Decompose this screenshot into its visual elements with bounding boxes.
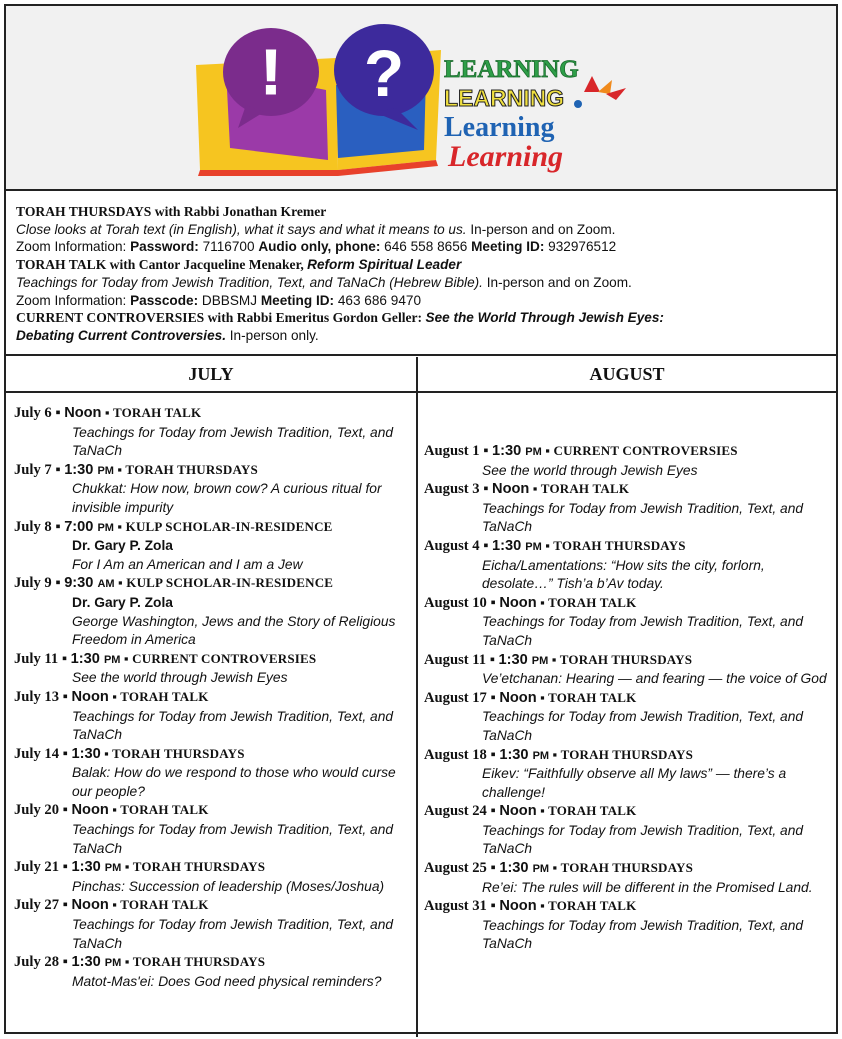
event-description: Teachings for Today from Jewish Tradition, Text, and TaNaCh (482, 917, 804, 952)
event-date: August 3 ▪ (424, 481, 493, 498)
august-header: AUGUST (589, 364, 665, 384)
event-time-value: Noon (499, 689, 537, 706)
event-date: July 7 ▪ (14, 461, 65, 478)
torah-thursdays-format: In-person and on Zoom. (466, 221, 616, 237)
logo-banner (6, 6, 836, 191)
event-date: July 8 ▪ (14, 518, 65, 535)
july-event (14, 745, 412, 802)
event-heading (14, 896, 412, 916)
event-date: August 11 ▪ (424, 651, 499, 668)
event-time-value: 1:30 (71, 954, 105, 971)
august-event (424, 537, 830, 594)
meeting-id-value-2: 463 686 9470 (334, 292, 422, 308)
event-type: ▪ TORAH THURSDAYS (548, 651, 693, 667)
event-heading (424, 689, 830, 709)
lotus-petal-2 (598, 80, 612, 94)
event-heading (424, 746, 830, 766)
event-heading (14, 745, 412, 765)
event-type: ▪ TORAH TALK (108, 897, 209, 913)
calendar-frame (4, 4, 838, 1034)
event-type: ▪ TORAH THURSDAYS (541, 537, 686, 553)
logo-word-3: Learning (444, 112, 555, 143)
intro-line-8 (16, 327, 826, 345)
august-event (424, 480, 830, 537)
august-event (424, 651, 830, 689)
august-event (424, 442, 830, 480)
event-description: Teachings for Today from Jewish Tradition, Text, and TaNaCh (72, 424, 394, 459)
event-description: Matot-Mas'ei: Does God need physical reminders? (72, 973, 382, 989)
july-event (14, 650, 412, 688)
event-time (71, 859, 121, 875)
event-time-value: 1:30 (499, 746, 533, 763)
torah-talk-heading: TORAH TALK with Cantor Jacqueline Menaker, (16, 257, 308, 273)
event-time-suffix: PM (104, 957, 122, 970)
audio-phone-label: Audio only, phone: (258, 239, 381, 255)
event-time-value: 7:00 (64, 518, 98, 535)
event-description: Eicha/Lamentations: “How sits the city, forlorn, desolate…” Tish’a b’Av today. (482, 557, 765, 592)
passcode-value: DBBSMJ (198, 292, 261, 308)
event-time-suffix: PM (97, 464, 114, 477)
event-speaker: Dr. Gary P. Zola (72, 538, 173, 554)
event-type: ▪ TORAH THURSDAYS (113, 461, 258, 477)
event-description: For I Am an American and I am a Jew (72, 556, 303, 572)
program-intro (6, 191, 836, 356)
question-mark-icon: ? (363, 36, 405, 110)
event-type: ▪ CURRENT CONTROVERSIES (541, 443, 738, 458)
event-time (499, 747, 549, 763)
torah-talk-role: Reform Spiritual Leader (307, 257, 462, 273)
learning-logo (186, 20, 656, 178)
password-value: 7116700 (198, 239, 259, 255)
event-time-suffix: PM (104, 862, 122, 875)
torah-talk-description: Teachings for Today from Jewish Tradition, Text, and TaNaCh (Hebrew Bible). (16, 274, 483, 290)
event-description: Ve’etchanan: Hearing — and fearing — the voice of God (482, 671, 827, 687)
event-type: ▪ TORAH TALK (536, 898, 637, 914)
event-heading (424, 859, 830, 879)
july-event (14, 518, 412, 575)
event-time-value: 1:30 (492, 443, 526, 459)
event-time (71, 689, 108, 705)
event-description: See the world through Jewish Eyes (72, 670, 288, 686)
july-event (14, 953, 412, 991)
event-time (64, 519, 114, 535)
event-time-value: 9:30 (64, 575, 98, 592)
event-time-suffix: AM (97, 578, 115, 591)
event-description: Chukkat: How now, brown cow? A curious ritual for invisible impurity (72, 481, 382, 515)
intro-line-6 (16, 292, 826, 310)
meeting-id-label-2: Meeting ID: (260, 292, 335, 308)
zoom-info-label: Zoom Information: (16, 239, 131, 255)
event-heading (424, 651, 830, 671)
event-description: George Washington, Jews and the Story of Religious Freedom in America (72, 613, 396, 648)
event-type: ▪ TORAH TALK (108, 802, 209, 818)
event-time-value: 1:30 (499, 860, 533, 877)
august-event (424, 594, 830, 651)
event-time-value: 1:30 (71, 745, 101, 762)
event-date: August 31 ▪ (424, 898, 500, 915)
july-event (14, 858, 412, 896)
event-time-value: Noon (71, 802, 109, 819)
meeting-id-label: Meeting ID: (471, 239, 545, 255)
event-description: Teachings for Today from Jewish Tradition, Text, and TaNaCh (482, 822, 804, 857)
event-time (71, 651, 121, 667)
current-controversies-subtitle: See the World Through Jewish Eyes: (425, 310, 664, 326)
event-time (492, 481, 529, 497)
event-description: Balak: How do we respond to those who would curse our people? (72, 765, 396, 799)
event-description: Pinchas: Succession of leadership (Moses/Joshua) (72, 878, 385, 894)
event-date: July 6 ▪ (14, 405, 65, 421)
july-event (14, 896, 412, 953)
event-date: August 18 ▪ (424, 746, 500, 763)
current-controversies-format: In-person only. (226, 327, 319, 343)
event-time (499, 652, 549, 668)
exclamation-icon: ! (260, 36, 282, 108)
event-time-value: Noon (499, 594, 537, 611)
july-header: JULY (188, 364, 234, 384)
event-time-suffix: PM (532, 749, 550, 762)
event-time-value: Noon (71, 688, 109, 705)
event-type: ▪ TORAH THURSDAYS (549, 860, 694, 876)
event-description: Teachings for Today from Jewish Tradition, Text, and TaNaCh (482, 614, 804, 648)
event-type: ▪ KULP SCHOLAR-IN-RESIDENCE (114, 575, 334, 591)
july-events (14, 404, 412, 991)
august-event (424, 746, 830, 803)
intro-line-4 (16, 256, 826, 274)
event-type: ▪ TORAH THURSDAYS (100, 745, 245, 761)
event-description: Re’ei: The rules will be different in the Promised Land. (482, 879, 813, 895)
event-heading (424, 537, 830, 557)
event-date: August 4 ▪ (424, 537, 493, 554)
lotus-petal-1 (584, 76, 600, 92)
event-time (499, 860, 549, 876)
event-date: July 13 ▪ (14, 688, 72, 705)
event-type: ▪ TORAH THURSDAYS (121, 954, 266, 970)
event-date: July 20 ▪ (14, 802, 72, 819)
event-type: ▪ TORAH TALK (108, 688, 209, 704)
event-date: August 17 ▪ (424, 689, 500, 706)
event-type: ▪ TORAH TALK (529, 481, 630, 497)
event-date: July 28 ▪ (14, 954, 72, 971)
event-time (492, 443, 542, 459)
event-time-value: 1:30 (64, 461, 98, 478)
event-type: ▪ TORAH THURSDAYS (549, 746, 694, 762)
event-type: ▪ CURRENT CONTROVERSIES (120, 650, 317, 666)
event-time (71, 802, 108, 818)
event-heading (424, 897, 830, 917)
event-date: July 27 ▪ (14, 897, 72, 914)
event-heading (424, 442, 830, 462)
event-time-suffix: PM (532, 863, 550, 876)
event-time (64, 405, 101, 421)
august-event (424, 802, 830, 859)
event-type: ▪ TORAH TALK (536, 803, 637, 819)
event-type: ▪ TORAH TALK (536, 689, 637, 705)
event-time (499, 803, 536, 819)
august-event (424, 859, 830, 897)
event-time-value: 1:30 (71, 859, 105, 876)
event-heading (14, 953, 412, 973)
current-controversies-heading: CURRENT CONTROVERSIES with Rabbi Emeritus Gordon Geller: (16, 310, 426, 326)
event-date: August 25 ▪ (424, 860, 500, 877)
event-time-suffix: PM (525, 540, 542, 553)
event-date: July 9 ▪ (14, 575, 65, 592)
zoom-info-label-2: Zoom Information: (16, 292, 131, 308)
event-time-value: Noon (499, 898, 537, 915)
event-time-value: 1:30 (492, 537, 526, 554)
intro-line-5 (16, 274, 826, 292)
logo-word-1: LEARNING (444, 56, 579, 83)
event-description: Teachings for Today from Jewish Tradition, Text, and TaNaCh (72, 917, 394, 951)
event-description: Eikev: “Faithfully observe all My laws” — there’s a challenge! (482, 766, 787, 800)
event-heading (14, 574, 412, 594)
august-event (424, 689, 830, 746)
event-heading (424, 802, 830, 822)
logo-word-2: LEARNING (444, 85, 565, 111)
event-heading (14, 461, 412, 481)
event-time-value: 1:30 (498, 651, 532, 668)
event-time-value: Noon (499, 803, 537, 820)
event-time-suffix: PM (531, 654, 549, 667)
intro-line-3 (16, 238, 826, 256)
event-date: August 10 ▪ (424, 594, 500, 611)
july-event (14, 574, 412, 649)
event-time (499, 690, 536, 706)
july-event (14, 461, 412, 518)
event-heading (424, 594, 830, 614)
event-heading (14, 650, 412, 670)
event-date: July 14 ▪ (14, 745, 72, 762)
month-header-row (6, 357, 836, 393)
event-time (64, 575, 114, 591)
event-heading (14, 801, 412, 821)
july-event (14, 688, 412, 745)
event-description: Teachings for Today from Jewish Tradition, Text, and TaNaCh (482, 709, 804, 743)
audio-phone-value: 646 558 8656 (380, 239, 472, 255)
event-time (64, 462, 114, 478)
column-divider (416, 357, 418, 1037)
logo-word-4: Learning (448, 140, 564, 173)
water-drop-icon (574, 100, 582, 108)
event-speaker: Dr. Gary P. Zola (72, 594, 173, 610)
event-time (492, 538, 542, 554)
torah-thursdays-description: Close looks at Torah text (in English), what it says and what it means to us. (16, 221, 467, 237)
event-time-suffix: PM (97, 521, 114, 534)
event-time-value: Noon (492, 481, 530, 498)
event-time (499, 898, 536, 914)
meeting-id-value: 932976512 (544, 239, 617, 255)
passcode-label: Passcode: (130, 292, 199, 308)
event-heading (14, 404, 412, 424)
current-controversies-subtitle-2: Debating Current Controversies. (16, 327, 226, 343)
event-description: Teachings for Today from Jewish Tradition, Text, and TaNaCh (72, 708, 394, 743)
event-time (71, 954, 121, 970)
event-time (71, 746, 100, 762)
event-time-value: Noon (64, 405, 102, 421)
august-event (424, 897, 830, 954)
july-event (14, 404, 412, 461)
torah-thursdays-heading: TORAH THURSDAYS with Rabbi Jonathan Kremer (16, 204, 327, 219)
intro-line-2 (16, 221, 826, 239)
event-heading (14, 858, 412, 878)
event-time-value: Noon (71, 897, 109, 914)
event-time (499, 595, 536, 611)
july-event (14, 801, 412, 858)
event-description: Teachings for Today from Jewish Tradition, Text, and TaNaCh (72, 822, 394, 856)
password-label: Password: (130, 239, 199, 255)
event-date: August 1 ▪ (424, 443, 493, 459)
event-heading (424, 480, 830, 500)
event-description: See the world through Jewish Eyes (482, 462, 698, 478)
event-date: July 21 ▪ (14, 859, 72, 876)
torah-talk-format: In-person and on Zoom. (482, 274, 632, 290)
event-type: ▪ TORAH TALK (536, 594, 637, 610)
intro-line-7 (16, 309, 826, 327)
event-type: ▪ TORAH THURSDAYS (121, 859, 266, 875)
event-time-suffix: PM (525, 446, 542, 458)
event-heading (14, 518, 412, 538)
event-type: ▪ KULP SCHOLAR-IN-RESIDENCE (113, 518, 333, 534)
event-type: ▪ TORAH TALK (101, 405, 202, 420)
event-time-suffix: PM (103, 653, 121, 666)
event-heading (14, 688, 412, 708)
event-time (71, 897, 108, 913)
event-date: July 11 ▪ (14, 650, 71, 667)
event-time-value: 1:30 (70, 650, 104, 667)
event-description: Teachings for Today from Jewish Tradition, Text, and TaNaCh (482, 500, 804, 535)
august-events (424, 442, 830, 954)
event-date: August 24 ▪ (424, 803, 500, 820)
intro-line-1 (16, 203, 826, 221)
